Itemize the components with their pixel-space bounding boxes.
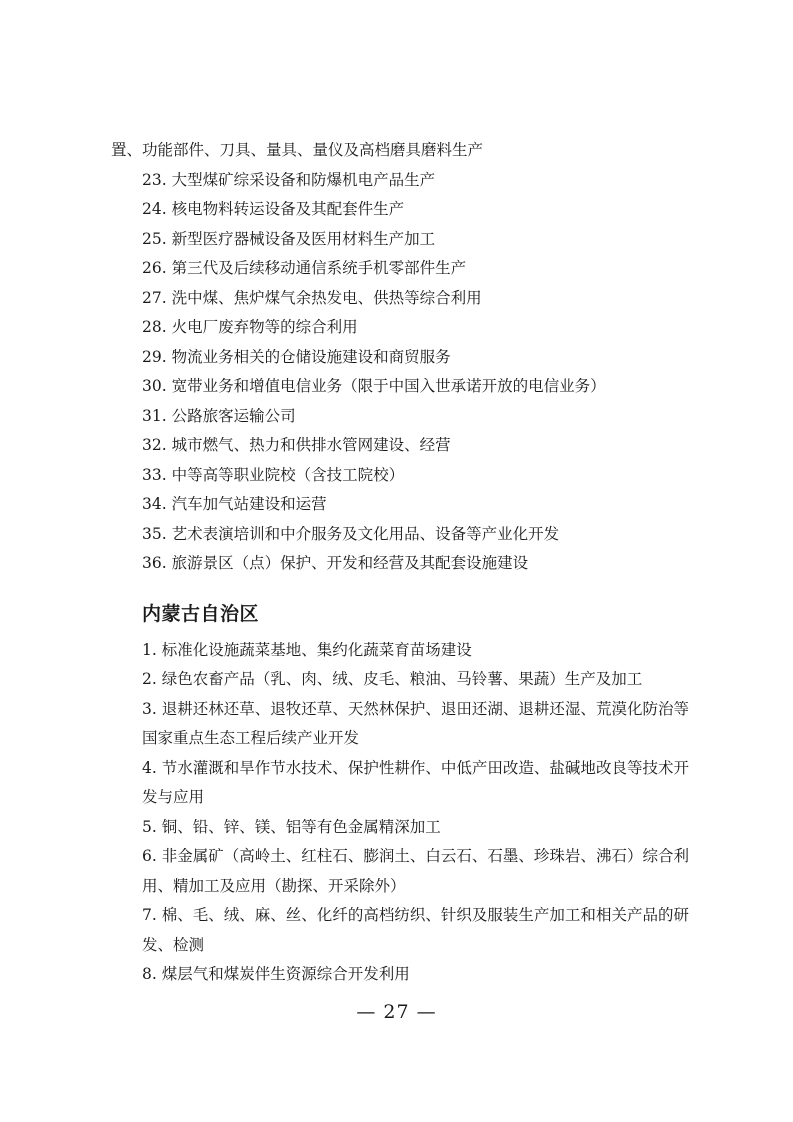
document-body [111,136,689,990]
list-item: 6. 非金属矿（高岭土、红柱石、膨润土、白云石、石墨、珍珠岩、沸石）综合利用、精加工及应用（勘探、开采除外） [142,847,689,895]
list-item: 33. 中等高等职业院校（含技工院校） [142,465,405,484]
list-item: 31. 公路旅客运输公司 [142,406,296,425]
list-item: 29. 物流业务相关的仓储设施建设和商贸服务 [142,347,451,366]
page-number: — 27 — [356,1001,437,1023]
list-item: 36. 旅游景区（点）保护、开发和经营及其配套设施建设 [142,554,529,572]
list-item: 8. 煤层气和煤炭伴生资源综合开发利用 [142,965,410,983]
list-item: 2. 绿色农畜产品（乳、肉、绒、皮毛、粮油、马铃薯、果蔬）生产及加工 [142,670,643,688]
list-item: 5. 铜、铅、锌、镁、铝等有色金属精深加工 [142,817,441,836]
section-title: 内蒙古自治区 [142,602,260,625]
list-item: 28. 火电厂废弃物等的综合利用 [142,318,358,336]
list-item: 30. 宽带业务和增值电信业务（限于中国入世承诺开放的电信业务） [142,377,606,395]
list-item: 24. 核电物料转运设备及其配套件生产 [142,200,405,218]
list-item: 1. 标准化设施蔬菜基地、集约化蔬菜育苗场建设 [142,640,472,659]
list-item: 23. 大型煤矿综采设备和防爆机电产品生产 [142,170,436,189]
list-item: 26. 第三代及后续移动通信系统手机零部件生产 [142,259,467,277]
list-item: 35. 艺术表演培训和中介服务及文化用品、设备等产业化开发 [142,524,560,543]
list-item: 25. 新型医疗器械设备及医用材料生产加工 [142,229,436,248]
list-item: 7. 棉、毛、绒、麻、丝、化纤的高档纺织、针织及服装生产加工和相关产品的研发、检测 [142,906,689,954]
list-item: 4. 节水灌溉和旱作节水技术、保护性耕作、中低产田改造、盐碱地改良等技术开发与应用 [142,758,689,806]
continuation-line: 置、功能部件、刀具、量具、量仪及高档磨具磨料生产 [111,141,484,159]
list-item: 32. 城市燃气、热力和供排水管网建设、经营 [142,436,451,454]
list-item: 34. 汽车加气站建设和运营 [142,495,327,513]
list-item: 3. 退耕还林还草、退牧还草、天然林保护、退田还湖、退耕还湿、荒漠化防治等国家重点生态工程后续产业开发 [142,699,689,747]
list-item: 27. 洗中煤、焦炉煤气余热发电、供热等综合利用 [142,288,482,307]
